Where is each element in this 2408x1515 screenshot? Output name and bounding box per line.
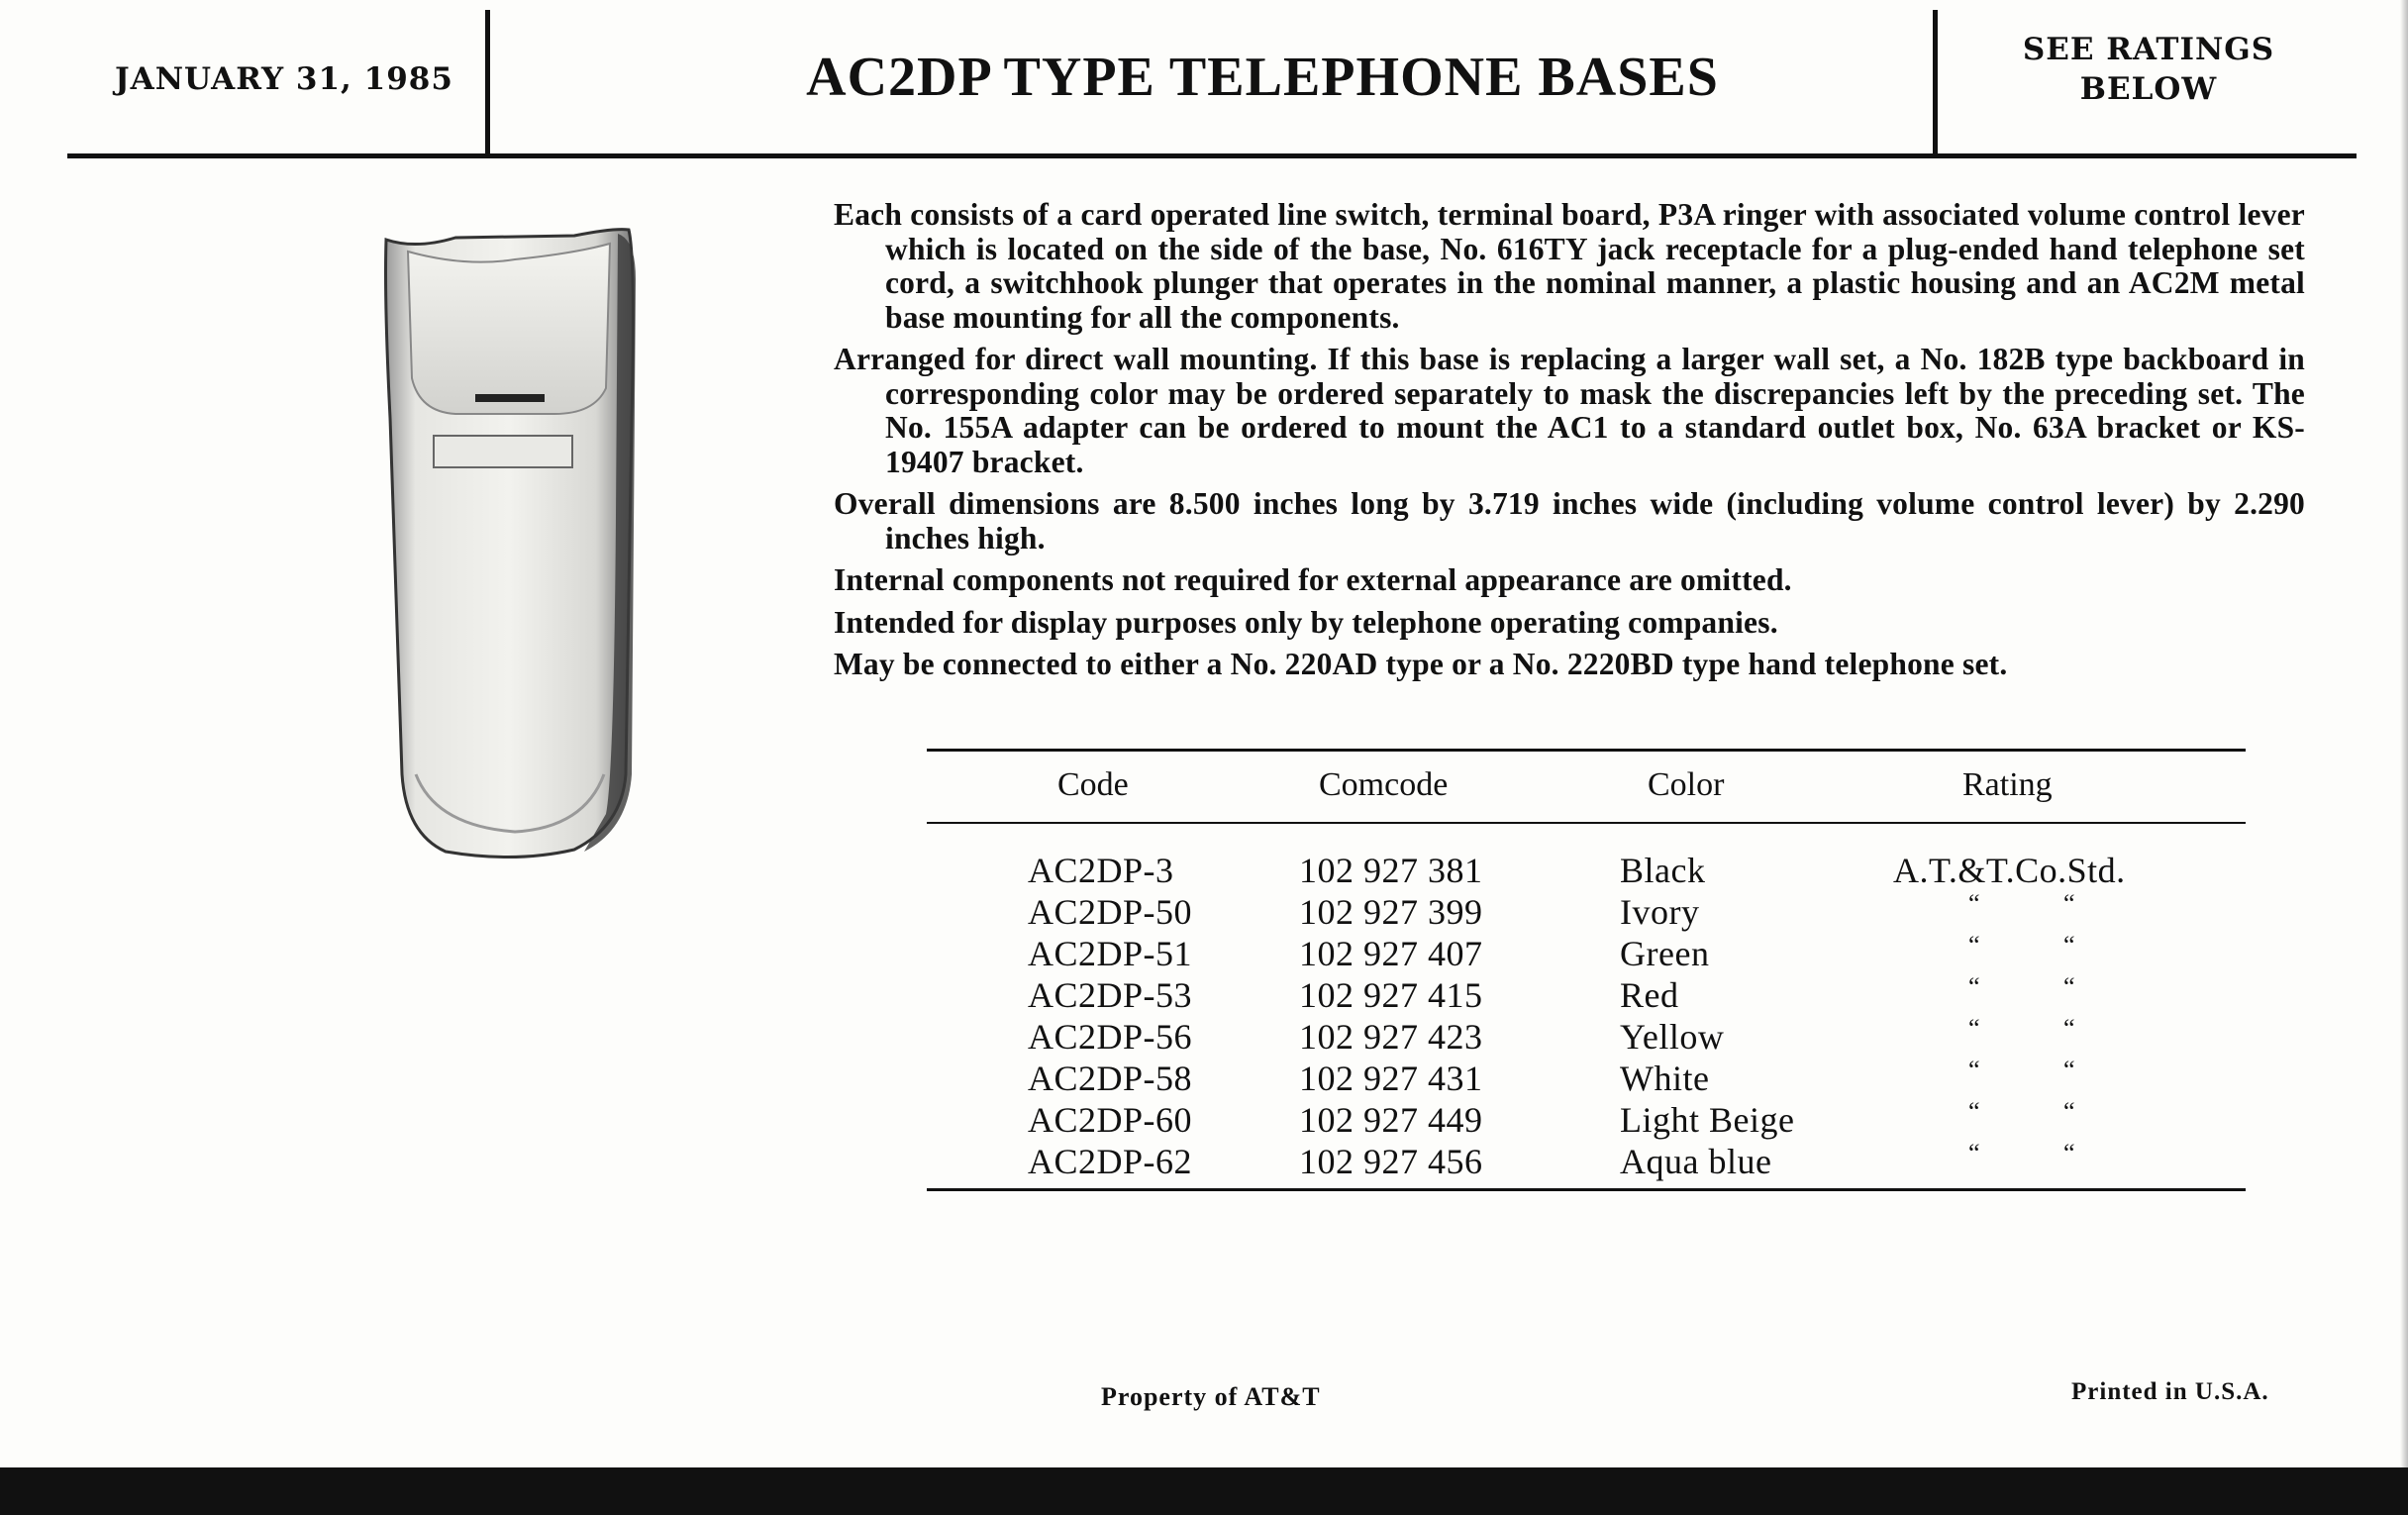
cell-rating-ditto: “ “ [1968, 1014, 2075, 1043]
cell-color: Yellow [1620, 1017, 1725, 1057]
cell-color: Aqua blue [1620, 1142, 1772, 1181]
cell-color: Red [1620, 975, 1679, 1015]
scan-bottom-band [0, 1467, 2408, 1515]
page-title: AC2DP TYPE TELEPHONE BASES [806, 47, 1719, 108]
description-paragraph: Arranged for direct wall mounting. If this base is replacing a larger wall set, a No. 182B type backboard in corresponding color may be ordered separately to mask the discrepancies left by the preceding set. The No. 155A adapter can be ordered to mount the AC1 to a standard outlet box, No. 63A bracket or KS-19407 bracket. [834, 342, 2305, 479]
cell-rating-ditto: “ “ [1968, 1139, 2075, 1167]
cell-code: AC2DP-50 [1028, 892, 1193, 932]
table-row [0, 1141, 2408, 1182]
table-row [0, 933, 2408, 974]
table-row [0, 1058, 2408, 1099]
table-row [0, 850, 2408, 891]
telephone-base-photo [376, 220, 644, 863]
cell-code: AC2DP-53 [1028, 975, 1193, 1015]
footer-property: Property of AT&T [1101, 1382, 1321, 1411]
table-row [0, 974, 2408, 1016]
cell-rating-ditto: “ “ [1968, 931, 2075, 960]
scan-edge-shadow [2400, 0, 2408, 1467]
cell-color: Black [1620, 851, 1706, 890]
cell-code: AC2DP-51 [1028, 934, 1193, 973]
cell-comcode: 102 927 381 [1299, 851, 1483, 890]
table-row [0, 891, 2408, 933]
description-block [834, 198, 2305, 690]
col-header-code: Code [1057, 766, 1129, 803]
table-header-rule [927, 822, 2246, 824]
cell-color: Ivory [1620, 892, 1700, 932]
cell-comcode: 102 927 423 [1299, 1017, 1483, 1057]
cell-comcode: 102 927 431 [1299, 1059, 1483, 1098]
cell-rating-ditto: “ “ [1968, 889, 2075, 918]
description-paragraph: Intended for display purposes only by telephone operating companies. [834, 604, 1778, 640]
cell-color: Light Beige [1620, 1100, 1795, 1140]
description-paragraph: Internal components not required for external appearance are omitted. [834, 562, 1792, 597]
cell-rating: A.T.&T.Co.Std. [1893, 851, 2126, 890]
description-paragraph: Each consists of a card operated line switch, terminal board, P3A ringer with associated volume control lever which is located on the side of the base, No. 616TY jack receptacle for a plug-ended hand telephone set cord, a switchhook plunger that operates in the nominal manner, a plastic housing and an AC2M metal base mounting for all the components. [834, 197, 2305, 335]
table-bottom-rule [927, 1188, 2246, 1191]
col-header-comcode: Comcode [1319, 766, 1449, 803]
description-paragraph: May be connected to either a No. 220AD type or a No. 2220BD type hand telephone set. [834, 647, 2008, 681]
cell-comcode: 102 927 399 [1299, 892, 1483, 932]
cell-color: White [1620, 1059, 1710, 1098]
cell-code: AC2DP-62 [1028, 1142, 1193, 1181]
cell-rating-ditto: “ “ [1968, 972, 2075, 1001]
footer-printed: Printed in U.S.A. [2071, 1378, 2269, 1405]
cell-code: AC2DP-58 [1028, 1059, 1193, 1098]
header-divider-left [485, 10, 490, 154]
col-header-color: Color [1648, 766, 1725, 803]
cell-comcode: 102 927 415 [1299, 975, 1483, 1015]
header-date: JANUARY 31, 1985 [115, 61, 453, 97]
cell-code: AC2DP-60 [1028, 1100, 1193, 1140]
table-row [0, 1099, 2408, 1141]
cell-code: AC2DP-3 [1028, 851, 1174, 890]
table-top-rule [927, 749, 2246, 752]
header-ratings-note: SEE RATINGS BELOW [2022, 32, 2275, 107]
cell-comcode: 102 927 407 [1299, 934, 1483, 973]
description-paragraph: Overall dimensions are 8.500 inches long by 3.719 inches wide (including volume control lever) by 2.290 inches high. [834, 486, 2305, 556]
cell-code: AC2DP-56 [1028, 1017, 1193, 1057]
header-rule [67, 153, 2357, 158]
col-header-rating: Rating [1962, 766, 2053, 803]
cell-rating-ditto: “ “ [1968, 1056, 2075, 1084]
cell-comcode: 102 927 456 [1299, 1142, 1483, 1181]
table-row [0, 1016, 2408, 1058]
cell-rating-ditto: “ “ [1968, 1097, 2075, 1126]
cell-comcode: 102 927 449 [1299, 1100, 1483, 1140]
cell-color: Green [1620, 934, 1710, 973]
header-divider-right [1933, 10, 1938, 154]
